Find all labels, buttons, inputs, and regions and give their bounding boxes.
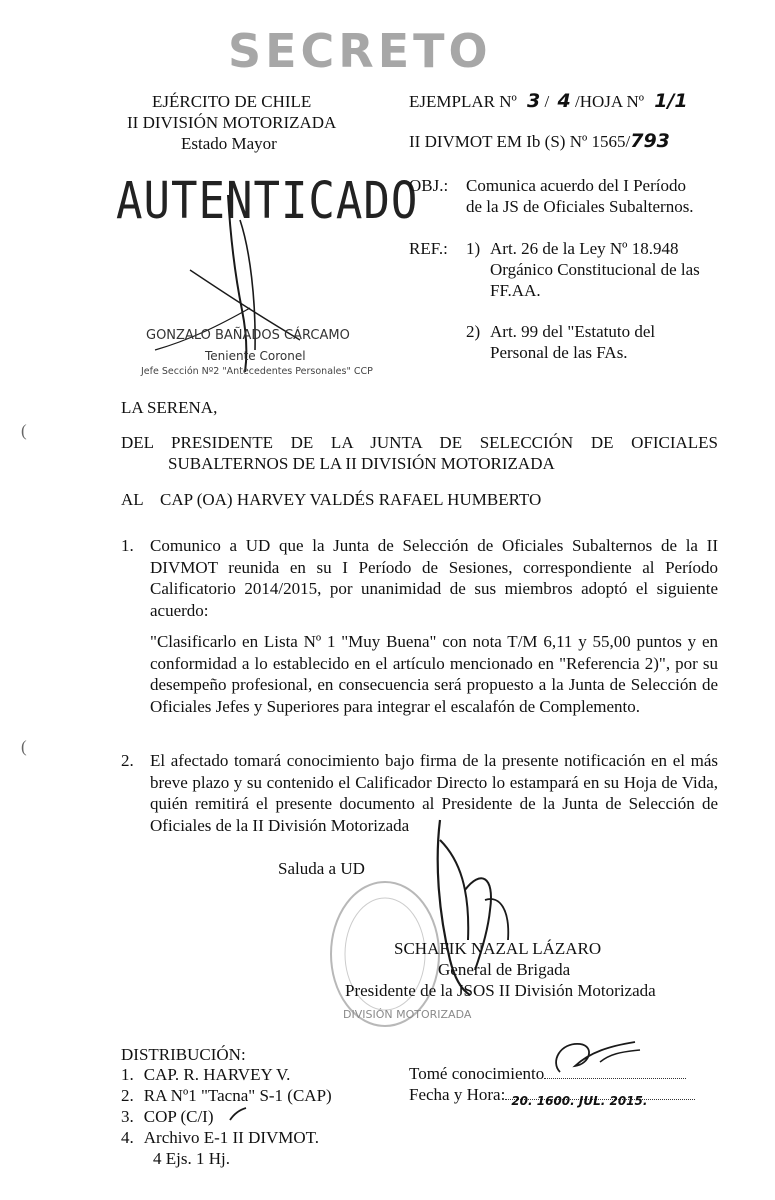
closing-greeting: Saluda a UD	[278, 859, 365, 878]
auth-signatory-name: GONZALO BAÑADOS CÁRCAMO	[146, 328, 350, 343]
check-mark-icon	[228, 1106, 248, 1122]
distribution-footer: 4 Ejs. 1 Hj.	[153, 1149, 230, 1168]
signatory-rank: General de Brigada	[438, 960, 571, 979]
ejemplar-line	[409, 91, 688, 112]
ref-item-2-line-1: Art. 99 del "Estatuto del	[490, 322, 656, 341]
distribution-item: 3. COP (C/I)	[121, 1107, 214, 1126]
header-staff: Estado Mayor	[181, 134, 277, 153]
document-reference	[409, 131, 670, 152]
date-time-dots	[505, 1094, 695, 1108]
auth-signatory-unit: Jefe Sección Nº2 "Antecedentes Personales" CCP	[141, 366, 373, 377]
auth-signatory-rank: Teniente Coronel	[205, 349, 306, 363]
ref-label: REF.:	[409, 239, 448, 258]
to-recipient: CAP (OA) HARVEY VALDÉS RAFAEL HUMBERTO	[160, 490, 542, 509]
distribution-title: DISTRIBUCIÓN:	[121, 1045, 246, 1064]
ref-item-1-line-1: Art. 26 de la Ley Nº 18.948	[490, 239, 679, 258]
acknowledgement-label: Tomé conocimiento	[409, 1064, 545, 1083]
ejemplar-label: EJEMPLAR Nº	[409, 92, 517, 111]
signatory-title: Presidente de la JSOS II División Motorizada	[345, 981, 656, 1000]
seal-text: DIVISIÓN MOTORIZADA	[343, 1008, 472, 1021]
obj-line-1: Comunica acuerdo del I Período	[466, 176, 686, 195]
date-time-handwritten: 20. 1600. JUL. 2015.	[511, 1094, 648, 1108]
from-line-1: DEL PRESIDENTE DE LA JUNTA DE SELECCIÓN DE OFICIALES	[121, 433, 718, 452]
header-institution: EJÉRCITO DE CHILE	[152, 92, 312, 111]
ref-item-1-line-2: Orgánico Constitucional de las	[490, 260, 700, 279]
from-line-2: SUBALTERNOS DE LA II DIVISIÓN MOTORIZADA	[168, 454, 555, 473]
margin-mark: (	[21, 737, 27, 756]
distribution-item: 4. Archivo E-1 II DIVMOT.	[121, 1128, 320, 1147]
secreto-stamp: SECRETO	[228, 24, 492, 78]
obj-label: OBJ.:	[409, 176, 449, 195]
to-label: AL	[121, 490, 144, 509]
reference-handwritten: 793	[630, 130, 670, 152]
acknowledgement-signature-icon	[540, 1032, 650, 1080]
hoja-value: 1/1	[654, 90, 688, 112]
resolution-quote: "Clasificarlo en Lista Nº 1 "Muy Buena" con nota T/M 6,11 y 55,00 puntos y en conformidad a lo establecido en el artículo mencionado en "Referencia 2)", por su desempeño profesional, en consecuencia será propuesto a la Junta de Selección de Oficiales Jefes y Superiores para integrar el escalafón de Complemento.	[150, 632, 718, 716]
header-division: II DIVISIÓN MOTORIZADA	[127, 113, 337, 132]
ref-item-2-line-2: Personal de las FAs.	[490, 343, 628, 362]
paragraph-2: El afectado tomará conocimiento bajo firma de la presente notificación en el más breve plazo y su contenido el Calificador Directo lo estampará en su Hoja de Vida, quién remitirá el presente documento al Presidente de la Junta de Selección de Oficiales de la II División Motorizada	[150, 751, 718, 835]
paragraph-1-number: 1.	[121, 536, 134, 555]
date-time-label: Fecha y Hora:	[409, 1085, 506, 1104]
ref-item-1-line-3: FF.AA.	[490, 281, 541, 300]
date-time-line	[409, 1084, 695, 1108]
hoja-label: /HOJA Nº	[574, 92, 644, 111]
ejemplar-total: 4	[557, 90, 571, 112]
signatory-name: SCHAFIK NAZAL LÁZARO	[394, 939, 602, 958]
ejemplar-separator: /	[544, 92, 550, 111]
obj-line-2: de la JS de Oficiales Subalternos.	[466, 197, 694, 216]
reference-number: II DIVMOT EM Ib (S) Nº 1565/	[409, 132, 631, 151]
margin-mark: (	[21, 421, 27, 440]
paragraph-1: Comunico a UD que la Junta de Selección de Oficiales Subalternos de la II DIVMOT reunida en su I Período de Sesiones, correspondiente al Período Calificatorio 2014/2015, por unanimidad de sus miembros adoptó el siguiente acuerdo:	[150, 536, 718, 620]
place-line: LA SERENA,	[121, 398, 218, 417]
distribution-item: 1. CAP. R. HARVEY V.	[121, 1065, 291, 1084]
distribution-item: 2. RA Nº1 "Tacna" S-1 (CAP)	[121, 1086, 332, 1105]
autenticado-stamp: AUTENTICADO	[116, 172, 419, 231]
paragraph-2-number: 2.	[121, 751, 134, 770]
ref-item-1-number: 1)	[466, 239, 481, 258]
ref-item-2-number: 2)	[466, 322, 481, 341]
ejemplar-number: 3	[527, 90, 541, 112]
